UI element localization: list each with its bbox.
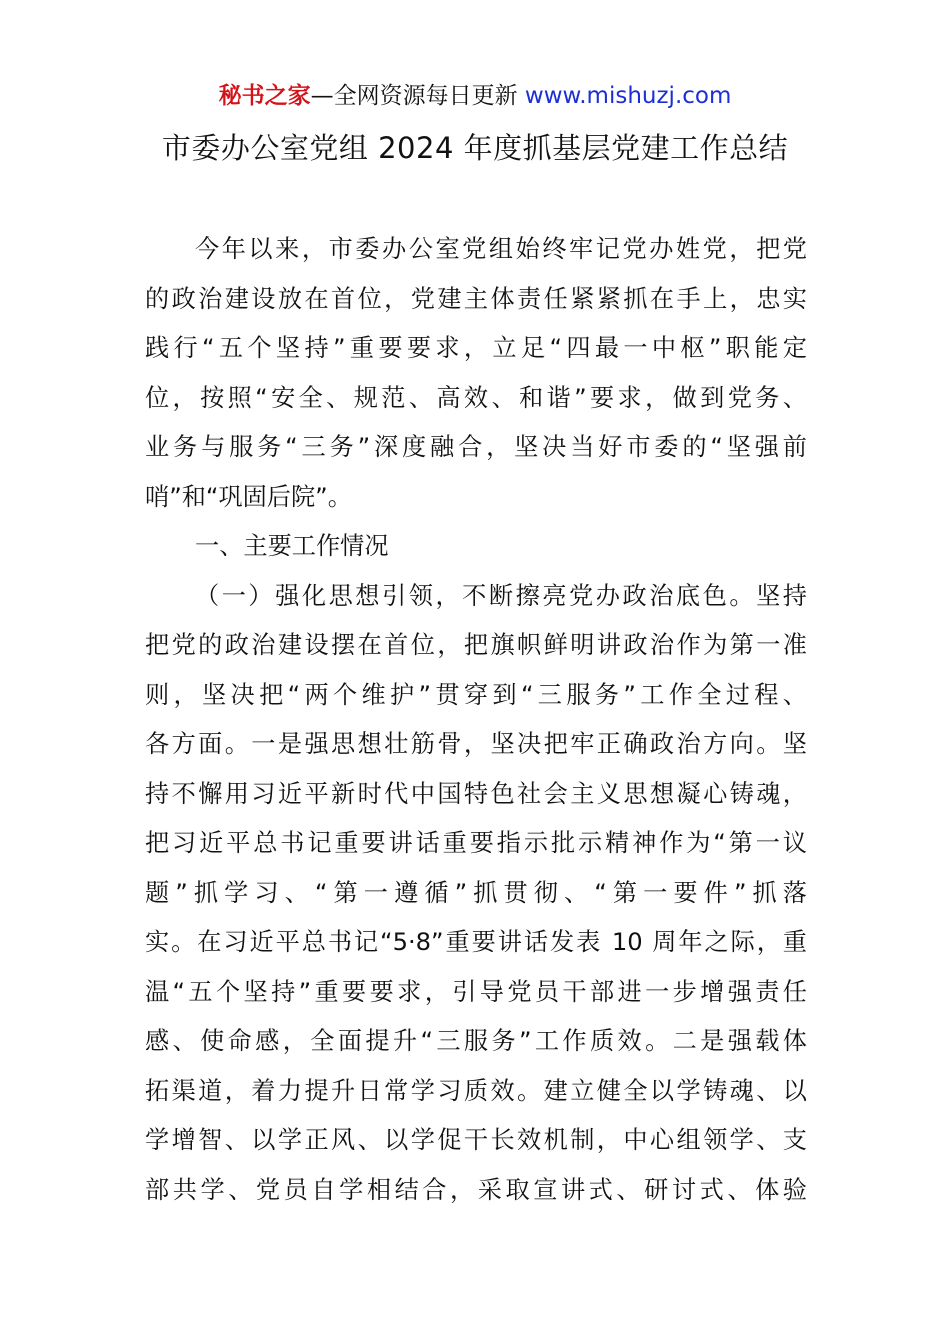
text-line: 把习近平总书记重要讲话重要指示批示精神作为“第一议 — [145, 829, 807, 857]
text-line: 部共学、党员自学相结合，采取宣讲式、研讨式、体验 — [145, 1175, 807, 1204]
document-title: 市委办公室党组 2024 年度抓基层党建工作总结 — [161, 131, 789, 165]
site-header — [0, 80, 950, 112]
text-line: 持不懈用习近平新时代中国特色社会主义思想凝心铸魂， — [145, 779, 807, 808]
text-line: 业务与服务“三务”深度融合，坚决当好市委的“坚强前 — [145, 433, 807, 461]
text-line: 感、使命感，全面提升“三服务”工作质效。二是强载体 — [145, 1027, 807, 1055]
text-line: （一）强化思想引领，不断擦亮党办政治底色。坚持 — [195, 581, 807, 610]
text-line: 把党的政治建设摆在首位，把旗帜鲜明讲政治作为第一准 — [145, 631, 807, 659]
header-tagline: —全网资源每日更新 — [310, 83, 525, 109]
text-line: 践行“五个坚持”重要要求，立足“四最一中枢”职能定 — [145, 334, 807, 362]
text-line: 题”抓学习、“第一遵循”抓贯彻、“第一要件”抓落 — [145, 878, 807, 907]
text-line: 拓渠道，着力提升日常学习质效。建立健全以学铸魂、以 — [145, 1076, 807, 1105]
text-line: 则，坚决把“两个维护”贯穿到“三服务”工作全过程、 — [145, 680, 807, 709]
section-heading: 一、主要工作情况 — [195, 532, 389, 560]
text-line: 位，按照“安全、规范、高效、和谐”要求，做到党务、 — [145, 383, 807, 412]
document-body — [145, 225, 807, 1215]
text-line: 各方面。一是强思想壮筋骨，坚决把牢正确政治方向。坚 — [145, 730, 807, 758]
brand-name: 秘书之家 — [218, 83, 311, 109]
text-line: 哨”和“巩固后院”。 — [145, 482, 352, 511]
text-line: 温“五个坚持”重要要求，引导党员干部进一步增强责任 — [145, 977, 807, 1006]
text-line: 的政治建设放在首位，党建主体责任紧紧抓在手上，忠实 — [145, 284, 807, 313]
text-line: 学增智、以学正风、以学促干长效机制，中心组领学、支 — [145, 1126, 807, 1154]
site-url-link[interactable]: www.mishuzj.com — [524, 83, 732, 109]
text-line: 今年以来，市委办公室党组始终牢记党办姓党，把党 — [195, 235, 807, 263]
text-line: 实。在习近平总书记“5·8”重要讲话发表 10 周年之际，重 — [145, 928, 807, 956]
